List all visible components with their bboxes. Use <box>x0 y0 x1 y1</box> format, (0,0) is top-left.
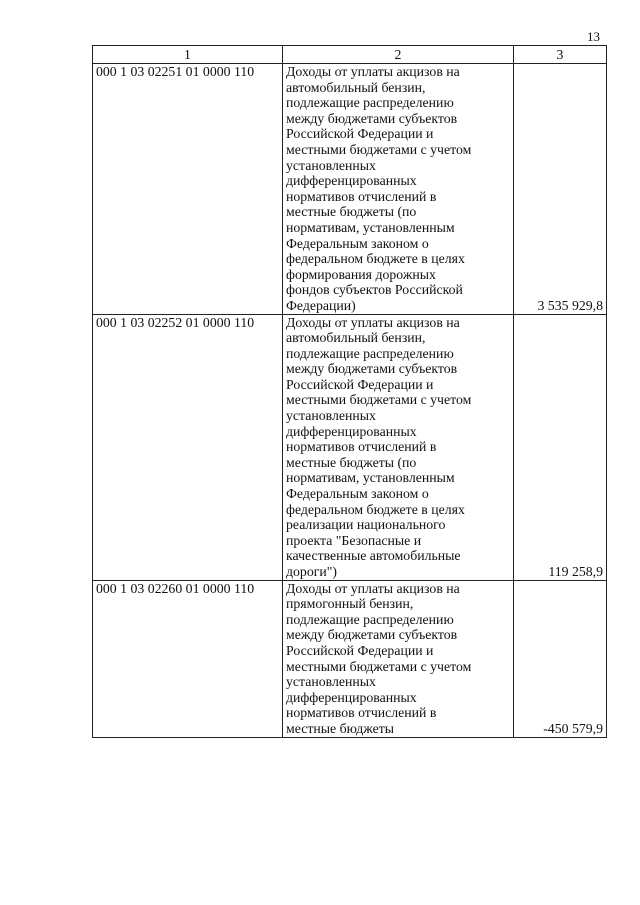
row-name-line: реализации национального <box>286 517 446 533</box>
row-name-line: нормативам, установленным <box>286 219 455 235</box>
row-name-line: установленных <box>286 157 376 173</box>
row-name-line: подлежащие распределению <box>286 95 454 111</box>
table-header-row <box>93 46 607 64</box>
table-row <box>93 64 607 315</box>
row-name-line: прямогонный бензин, <box>286 596 414 612</box>
row-amount: -450 579,9 <box>514 580 607 737</box>
row-code: 000 1 03 02260 01 0000 110 <box>93 580 283 737</box>
row-name-line: установленных <box>286 674 376 690</box>
row-code: 000 1 03 02251 01 0000 110 <box>93 64 283 315</box>
row-amount: 3 535 929,8 <box>514 64 607 315</box>
row-name-line: нормативов отчислений в <box>286 188 437 204</box>
row-name-line: местные бюджеты <box>286 720 394 736</box>
row-name-line: подлежащие распределению <box>286 345 454 361</box>
row-name <box>283 64 514 315</box>
column-header-amount: 3 <box>514 46 607 64</box>
row-name-line: Российской Федерации и <box>286 376 434 392</box>
row-name-line: дороги") <box>286 564 337 579</box>
row-amount: 119 258,9 <box>514 314 607 580</box>
column-header-code: 1 <box>93 46 283 64</box>
row-name-line: федеральном бюджете в целях <box>286 251 465 267</box>
row-name-line: федеральном бюджете в целях <box>286 501 465 517</box>
row-name-line: Доходы от уплаты акцизов на <box>286 580 460 596</box>
row-name-line: Федерации) <box>286 297 356 313</box>
row-name-line: Российской Федерации и <box>286 126 434 142</box>
row-name-line: фондов субъектов Российской <box>286 282 463 298</box>
row-name-line: установленных <box>286 408 376 424</box>
row-name-line: автомобильный бензин, <box>286 79 426 95</box>
table-row <box>93 314 607 580</box>
row-name-line: Федеральным законом о <box>286 486 429 502</box>
row-name-line: нормативов отчислений в <box>286 705 437 721</box>
budget-revenue-table <box>92 45 607 738</box>
row-name-line: Федеральным законом о <box>286 235 429 251</box>
column-header-name: 2 <box>283 46 514 64</box>
row-name-line: между бюджетами субъектов <box>286 361 458 377</box>
row-name-line: дифференцированных <box>286 173 417 189</box>
row-name-line: нормативам, установленным <box>286 470 455 486</box>
row-name-line: местные бюджеты (по <box>286 454 417 470</box>
row-name-line: между бюджетами субъектов <box>286 110 458 126</box>
row-name-line: Российской Федерации и <box>286 642 434 658</box>
row-name-line: нормативов отчислений в <box>286 439 437 455</box>
row-code: 000 1 03 02252 01 0000 110 <box>93 314 283 580</box>
row-name <box>283 314 514 580</box>
row-name-line: автомобильный бензин, <box>286 330 426 346</box>
row-name-line: дифференцированных <box>286 423 417 439</box>
row-name-line: дифференцированных <box>286 689 417 705</box>
row-name-line: местными бюджетами с учетом <box>286 392 472 408</box>
row-name-line: между бюджетами субъектов <box>286 627 458 643</box>
row-name-line: Доходы от уплаты акцизов на <box>286 64 460 79</box>
table-row <box>93 580 607 737</box>
page-number: 13 <box>587 29 600 44</box>
row-name-line: качественные автомобильные <box>286 548 461 564</box>
row-name <box>283 580 514 737</box>
row-name-line: проекта "Безопасные и <box>286 532 422 548</box>
row-name-line: формирования дорожных <box>286 266 436 282</box>
row-name-line: подлежащие распределению <box>286 611 454 627</box>
row-name-line: Доходы от уплаты акцизов на <box>286 314 460 330</box>
row-name-line: местные бюджеты (по <box>286 204 417 220</box>
row-name-line: местными бюджетами с учетом <box>286 141 472 157</box>
row-name-line: местными бюджетами с учетом <box>286 658 472 674</box>
